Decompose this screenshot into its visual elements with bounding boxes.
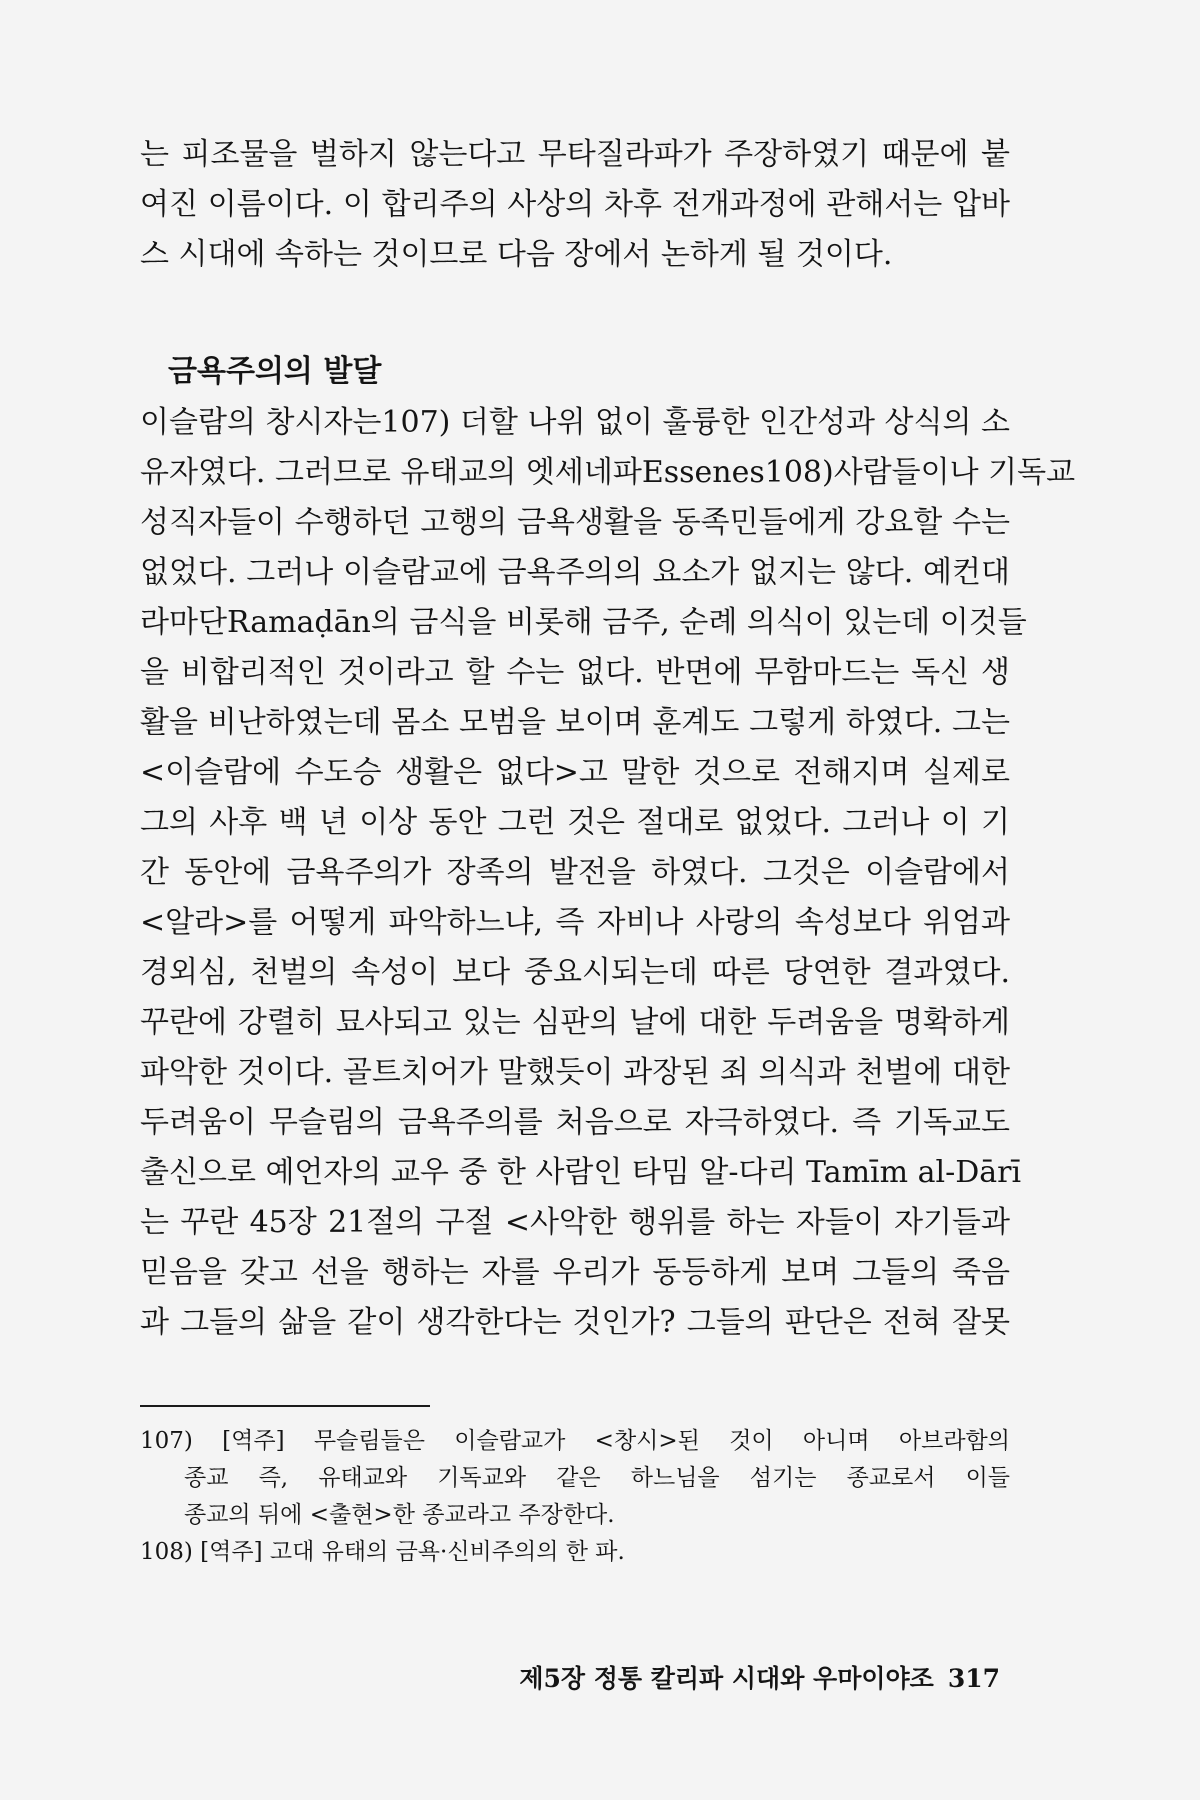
body-line: 스 시대에 속하는 것이므로 다음 장에서 논하게 될 것이다. [140,237,893,272]
running-head: 제5장 정통 칼리파 시대와 우마이야조 [519,1664,934,1693]
body-line: 라마단Ramaḍān의 금식을 비롯해 금주, 순례 의식이 있는데 이것들 [140,605,1027,640]
body-line: <이슬람에 수도승 생활은 없다>고 말한 것으로 전해지며 실제로 [140,755,1010,790]
footnote-107-line: 종교의 뒤에 <출현>한 종교라고 주장한다. [184,1502,615,1528]
body-line: 유자였다. 그러므로 유태교의 엣세네파Essenes108)사람들이나 기독교 [140,455,1076,490]
body-line: 파악한 것이다. 골트치어가 말했듯이 과장된 죄 의식과 천벌에 대한 [140,1055,1010,1090]
section-heading: 금욕주의의 발달 [168,354,382,389]
footnote-107-line: 종교 즉, 유태교와 기독교와 같은 하느님을 섬기는 종교로서 이들 [184,1465,1010,1491]
body-line: 을 비합리적인 것이라고 할 수는 없다. 반면에 무함마드는 독신 생 [140,655,1010,690]
body-line: 여진 이름이다. 이 합리주의 사상의 차후 전개과정에 관해서는 압바 [140,187,1010,222]
body-line: 활을 비난하였는데 몸소 모범을 보이며 훈계도 그렇게 하였다. 그는 [140,705,1010,740]
body-line: 과 그들의 삶을 같이 생각한다는 것인가? 그들의 판단은 전혀 잘못 [140,1305,1010,1340]
body-line: 간 동안에 금욕주의가 장족의 발전을 하였다. 그것은 이슬람에서 [140,855,1010,890]
body-line: 는 피조물을 벌하지 않는다고 무타질라파가 주장하였기 때문에 붙 [140,137,1010,172]
footnote-108: 108) [역주] 고대 유태의 금욕·신비주의의 한 파. [140,1539,625,1565]
body-line: <알라>를 어떻게 파악하느냐, 즉 자비나 사랑의 속성보다 위엄과 [140,905,1010,940]
body-line: 경외심, 천벌의 속성이 보다 중요시되는데 따른 당연한 결과였다. [140,955,1010,990]
footnote-107-line: 107) [역주] 무슬림들은 이슬람교가 <창시>된 것이 아니며 아브라함의 [140,1428,1010,1454]
body-line: 출신으로 예언자의 교우 중 한 사람인 타밈 알-다리 Tamīm al-Dārī [140,1155,1022,1190]
page-footer [519,1662,1000,1696]
body-line: 성직자들이 수행하던 고행의 금욕생활을 동족민들에게 강요할 수는 [140,505,1010,540]
body-line: 두려움이 무슬림의 금욕주의를 처음으로 자극하였다. 즉 기독교도 [140,1105,1010,1140]
body-line: 믿음을 갖고 선을 행하는 자를 우리가 동등하게 보며 그들의 죽음 [140,1255,1010,1290]
body-line: 그의 사후 백 년 이상 동안 그런 것은 절대로 없었다. 그러나 이 기 [140,805,1010,840]
body-line: 이슬람의 창시자는107) 더할 나위 없이 훌륭한 인간성과 상식의 소 [140,405,1010,440]
footnote-rule [140,1405,430,1407]
page-number: 317 [947,1664,1000,1693]
body-line: 꾸란에 강렬히 묘사되고 있는 심판의 날에 대한 두려움을 명확하게 [140,1005,1010,1040]
body-line: 는 꾸란 45장 21절의 구절 <사악한 행위를 하는 자들이 자기들과 [140,1205,1010,1240]
body-line: 없었다. 그러나 이슬람교에 금욕주의의 요소가 없지는 않다. 예컨대 [140,555,1010,590]
